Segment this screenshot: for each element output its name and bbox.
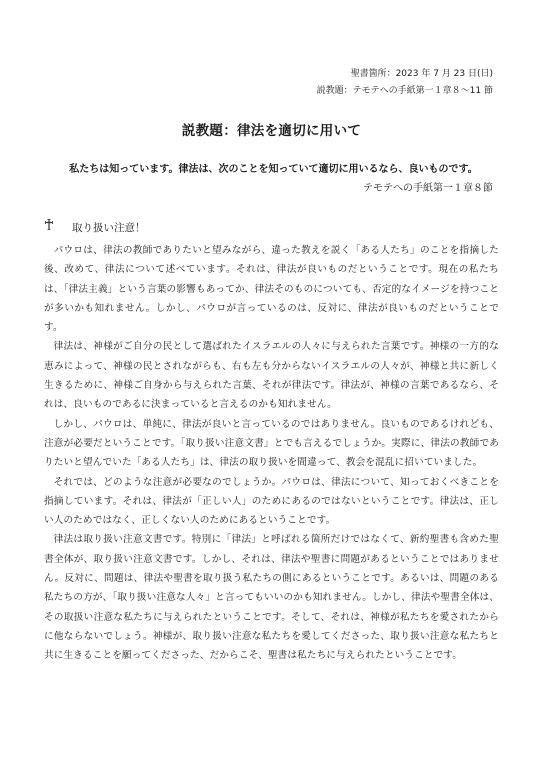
sermon-body	[44, 241, 499, 666]
paragraph: しかし、パウロは、単純に、律法が良いと言っているのではありません。良いものであるけれども、注意が必要だということです。「取り扱い注意文書」とでも言えるでしょうか。実際に、律法の教師でありたいと望んでいた「ある人たち」は、律法の取り扱いを間違って、教会を混乱に招いていました。	[44, 418, 499, 469]
scripture-line: 説教題：テモテへの手紙第一１章８～11 節	[316, 86, 493, 96]
paragraph: パウロは、律法の教師でありたいと望みながら、違った教えを説く「ある人たち」のことを指摘した後、改めて、律法について述べています。それは、律法が良いものだということです。現在の私たちは、「律法主義」という言葉の影響もあってか、律法そのものについても、否定的なイメージを持つことが多いかも知れません。しかし、パウロが言っているのは、反対に、律法が良いものだということです。	[44, 245, 499, 334]
section-heading-label: 取り扱い注意！	[72, 221, 146, 234]
date-line: 聖書箇所：2023 年 7 月 23 日(日)	[350, 69, 493, 79]
key-verse-reference: テモテへの手紙第一１章８節	[363, 183, 493, 194]
section-heading	[44, 219, 146, 236]
cross-icon	[44, 219, 56, 236]
key-verse: 私たちは知っています。律法は、次のことを知っていて適切に用いるなら、良いものです。	[69, 164, 478, 175]
paragraph: 律法は、神様がご自分の民として選ばれたイスラエルの人々に与えられた言葉です。神様の一方的な恵みによって、神様の民とされながらも、右も左も分からないイスラエルの人々が、神様と共に新しく生きるために、神様ご自身から与えられた言葉、それが律法です。律法が、神様の言葉であるなら、それは、良いものであるに決まっていると言えるのかも知れません。	[44, 341, 499, 411]
sermon-meta	[317, 66, 493, 100]
paragraph: それでは、どのような注意が必要なのでしょうか。パウロは、律法について、知っておくべきことを指摘しています。それは、律法が「正しい人」のためにあるのではないということです。律法は、正しい人のためではなく、正しくない人のためにあるということです。	[44, 476, 499, 527]
paragraph: 律法は取り扱い注意文書です。特別に「律法」と呼ばれる箇所だけではなくて、新約聖書も含めた聖書全体が、取り扱い注意文書です。しかし、それは、律法や聖書に問題があるということではありません。反対に、問題は、律法や聖書を取り扱う私たちの側にあるということです。あるいは、問題のある私たちの方が、「取り扱い注意な人々」と言ってもいいのかも知れません。しかし、律法や聖書全体は、その取扱い注意な私たちに与えられたということです。そして、それは、神様が私たちを愛されたからに他ならないでしょう。神様が、取り扱い注意な私たちを愛してくださった、取り扱い注意な私たちと共に生きることを願ってくださった、だからこそ、聖書は私たちに与えられたということです。	[44, 534, 499, 662]
page-title: 説教題：律法を適切に用いて	[181, 123, 362, 139]
